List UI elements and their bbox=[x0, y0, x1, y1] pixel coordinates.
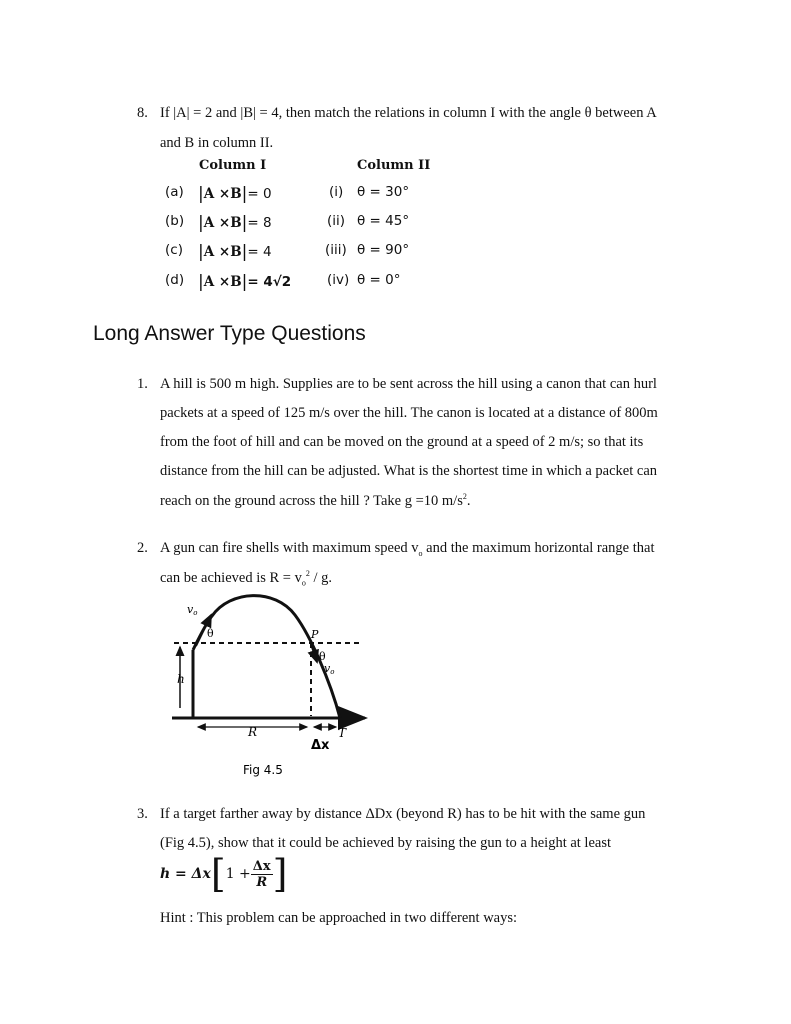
match-row-d-relation: |A ×B|= 4√2 bbox=[198, 272, 292, 292]
column-1-header: Column I bbox=[199, 158, 267, 173]
v0-right-label: vo bbox=[324, 662, 335, 676]
q1-line-5 bbox=[160, 492, 470, 510]
t-label: T bbox=[338, 726, 347, 740]
match-row-a-angle: θ = 30° bbox=[357, 184, 410, 200]
q2-line-1-a: A gun can fire shells with maximum speed v bbox=[160, 540, 419, 556]
match-row-c-num: (iii) bbox=[325, 242, 347, 258]
q1-line-3: from the foot of hill and can be moved on the ground at a speed of 2 m/s; so that its bbox=[160, 434, 644, 450]
match-row-b-num: (ii) bbox=[327, 213, 346, 229]
r-label: R bbox=[248, 725, 258, 739]
q1-number: 1. bbox=[137, 376, 148, 392]
q2-line-2-a: can be achieved is R = v bbox=[160, 569, 302, 586]
formula-fraction bbox=[251, 859, 273, 890]
match-row-a bbox=[165, 184, 184, 200]
q1-line-2: packets at a speed of 125 m/s over the hill. The canon is located at a distance of 800m bbox=[160, 405, 658, 421]
q3-number: 3. bbox=[137, 806, 148, 822]
p-label: P bbox=[311, 628, 319, 641]
q8-line-2: and B in column II. bbox=[160, 135, 274, 151]
relation-value: = 4 bbox=[247, 244, 272, 260]
q1-line-4: distance from the hill can be adjusted. What is the shortest time in which a packet can bbox=[160, 463, 658, 479]
match-row-c-angle: θ = 90° bbox=[357, 242, 410, 258]
match-row-d bbox=[165, 272, 184, 288]
relation-value: = 4√2 bbox=[247, 274, 292, 290]
q2-number: 2. bbox=[137, 540, 148, 556]
q1-line-5-text: reach on the ground across the hill ? Take g =10 m/s bbox=[160, 492, 463, 509]
row-label: (a) bbox=[165, 184, 184, 200]
match-row-a-relation: |A ×B|= 0 bbox=[198, 184, 272, 204]
projectile-figure bbox=[160, 590, 380, 780]
figure-caption: Fig 4.5 bbox=[243, 763, 283, 777]
q3-line-2: (Fig 4.5), show that it could be achieved by raising the gun to a height at least bbox=[160, 835, 612, 851]
row-label: (c) bbox=[165, 242, 183, 258]
match-row-b-relation: |A ×B|= 8 bbox=[198, 213, 272, 233]
fraction-numerator: Δx bbox=[252, 858, 271, 874]
q1-line-5-end: . bbox=[466, 492, 471, 509]
match-row-c-relation: |A ×B|= 4 bbox=[198, 242, 272, 262]
q8-line-1: If |A| = 2 and |B| = 4, then match the relations in column I with the angle θ between A bbox=[160, 105, 657, 121]
q8-number: 8. bbox=[137, 105, 148, 121]
q1-superscript: 2 bbox=[462, 492, 467, 501]
cross-product: A ×B bbox=[203, 186, 242, 202]
q2-line-2-sub: o bbox=[301, 578, 306, 588]
q2-line-1 bbox=[160, 540, 654, 558]
q3-hint: Hint : This problem can be approached in two different ways: bbox=[160, 910, 518, 926]
q2-line-2-sup: 2 bbox=[305, 569, 310, 578]
q2-line-1-sub: o bbox=[418, 548, 423, 558]
relation-value: = 0 bbox=[247, 186, 272, 202]
q2-line-2 bbox=[160, 569, 332, 588]
q2-line-1-b: and the maximum horizontal range that bbox=[422, 540, 655, 556]
h-label: h bbox=[177, 672, 185, 686]
cross-product: A ×B bbox=[203, 274, 242, 290]
row-label: (d) bbox=[165, 272, 185, 288]
section-heading: Long Answer Type Questions bbox=[93, 322, 366, 345]
left-bracket: [ bbox=[210, 852, 226, 896]
right-bracket: ] bbox=[272, 852, 288, 896]
formula-lhs: h = Δx bbox=[160, 866, 211, 882]
fraction-denominator: R bbox=[256, 874, 268, 890]
match-row-d-num: (iv) bbox=[327, 272, 350, 288]
delta-x-label: Δx bbox=[311, 738, 330, 753]
match-row-c bbox=[165, 242, 183, 258]
match-row-d-angle: θ = 0° bbox=[357, 272, 401, 288]
q3-formula bbox=[160, 852, 288, 896]
match-row-b-angle: θ = 45° bbox=[357, 213, 410, 229]
relation-value: = 8 bbox=[247, 215, 272, 231]
row-label: (b) bbox=[165, 213, 185, 229]
match-row-a-num: (i) bbox=[329, 184, 344, 200]
q2-line-2-b: / g. bbox=[309, 569, 333, 586]
theta-right-label: θ bbox=[319, 650, 326, 663]
cross-product: A ×B bbox=[203, 215, 242, 231]
v0-top-label: vo bbox=[187, 603, 198, 617]
theta-top-label: θ bbox=[207, 627, 214, 640]
column-2-header: Column II bbox=[357, 158, 431, 173]
trajectory bbox=[193, 596, 340, 718]
q1-line-1: A hill is 500 m high. Supplies are to be sent across the hill using a canon that can hurl bbox=[160, 376, 657, 392]
q3-line-1: If a target farther away by distance ΔDx (beyond R) has to be hit with the same gun bbox=[160, 806, 646, 822]
cross-product: A ×B bbox=[203, 244, 242, 260]
formula-one: 1 + bbox=[225, 866, 251, 882]
match-row-b bbox=[165, 213, 184, 229]
